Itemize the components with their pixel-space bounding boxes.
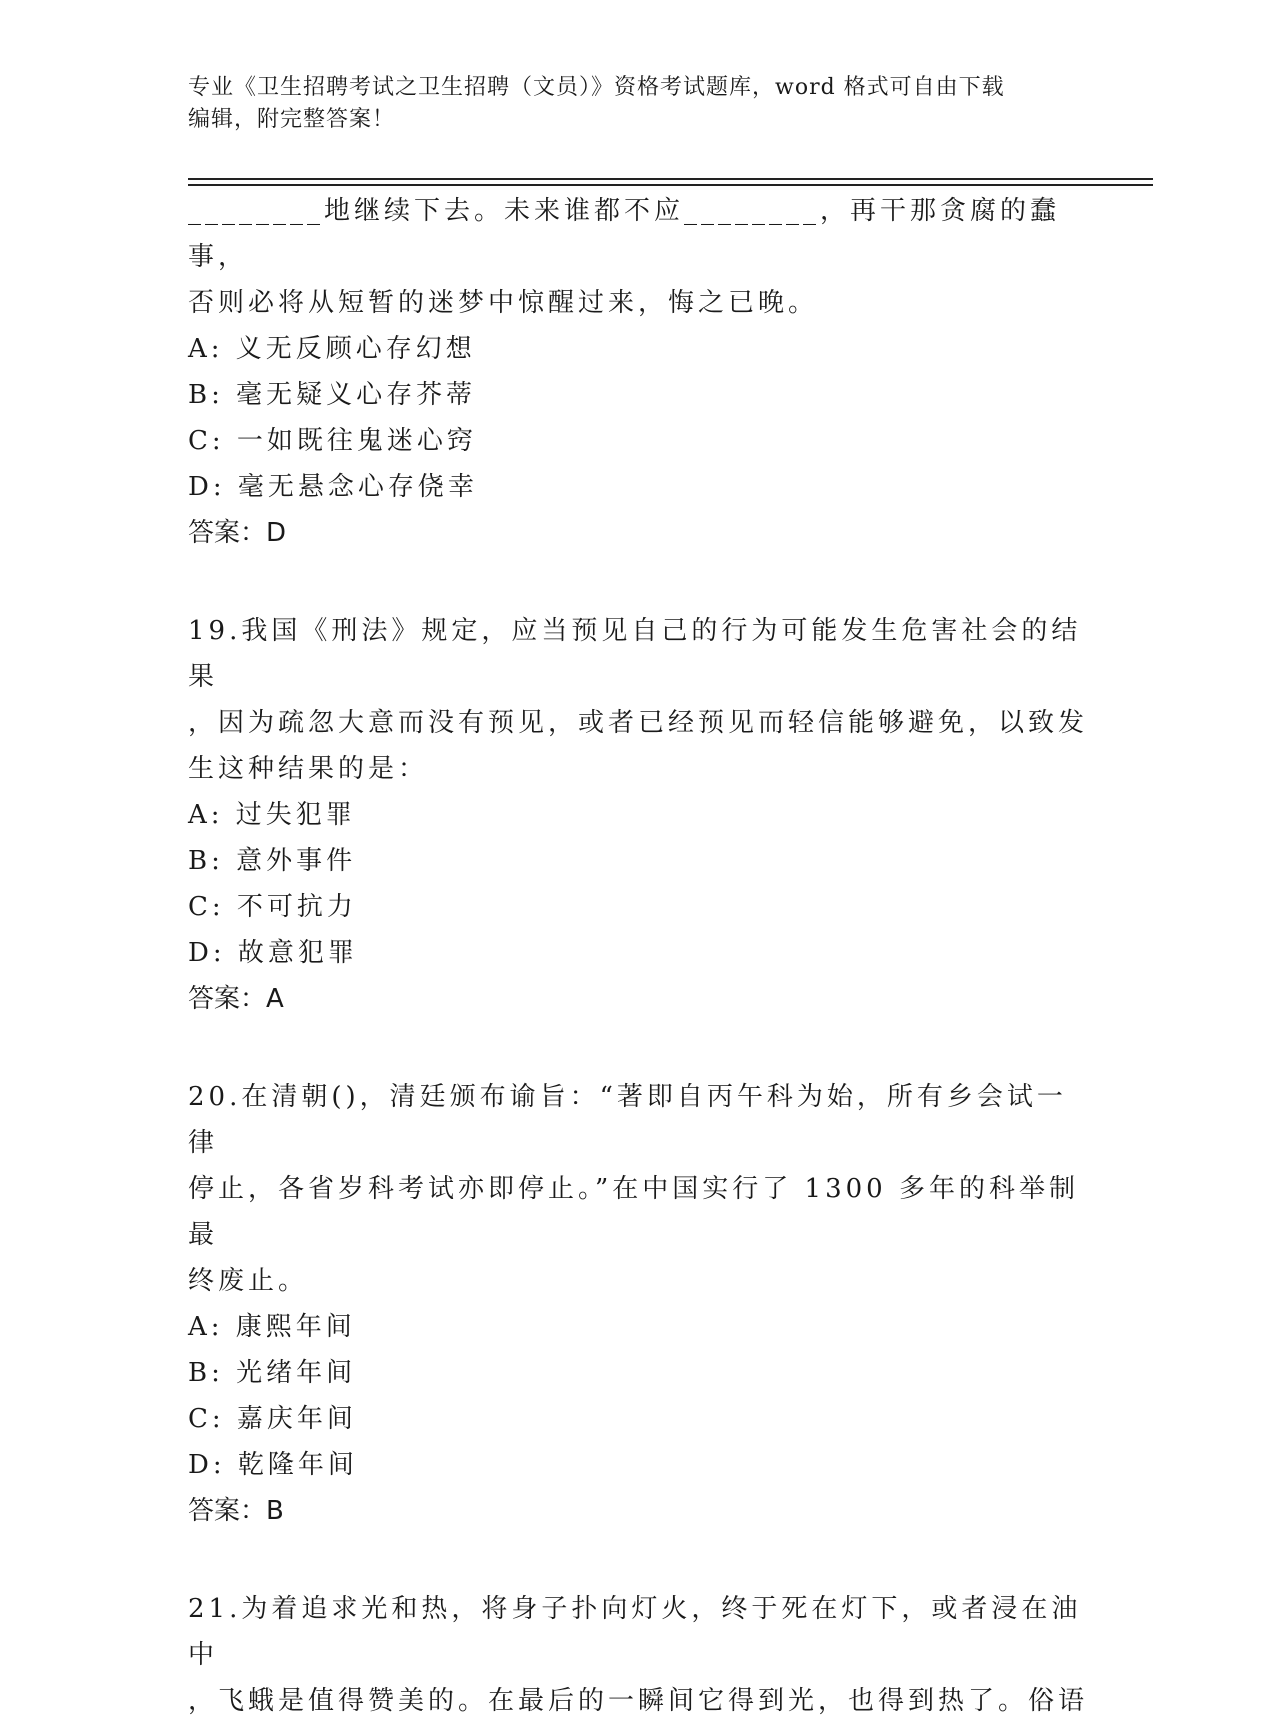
question-18 [188, 188, 1088, 556]
option-b: B: 意外事件 [188, 846, 357, 876]
question-20 [188, 1074, 1088, 1534]
option-b: B: 毫无疑义心存芥蒂 [188, 380, 477, 410]
option-d: D: 故意犯罪 [188, 938, 358, 968]
option-a: A: 义无反顾心存幻想 [188, 334, 476, 364]
header-line-2: 编辑，附完整答案！ [188, 107, 396, 132]
spacer [188, 1534, 1088, 1586]
option-b: B: 光绪年间 [188, 1358, 357, 1388]
question-stem-line: 20.在清朝()，清廷颁布谕旨：“著即自丙午科为始，所有乡会试一律 [188, 1082, 1067, 1158]
header-rule-bottom [188, 184, 1153, 186]
option-a: A: 康熙年间 [188, 1312, 356, 1342]
question-stem-line: 生这种结果的是： [188, 754, 429, 784]
question-stem-line: 停止，各省岁科考试亦即停止。”在中国实行了 1300 多年的科举制最 [188, 1174, 1079, 1250]
question-stem-line: 否则必将从短暂的迷梦中惊醒过来，悔之已晚。 [188, 288, 819, 318]
question-stem-line: 19.我国《刑法》规定，应当预见自己的行为可能发生危害社会的结果 [188, 616, 1082, 692]
question-stem-line: ，因为疏忽大意而没有预见，或者已经预见而轻信能够避免，以致发 [188, 708, 1089, 738]
option-c: C: 嘉庆年间 [188, 1404, 357, 1434]
question-stem-line: 21.为着追求光和热，将身子扑向灯火，终于死在灯下，或者浸在油中 [188, 1594, 1082, 1670]
question-21 [188, 1586, 1088, 1724]
option-c: C: 一如既往鬼迷心窍 [188, 426, 477, 456]
header-line-1: 专业《卫生招聘考试之卫生招聘（文员）》资格考试题库，word 格式可自由下载 [188, 75, 1005, 100]
spacer [188, 556, 1088, 608]
question-stem-line: ，飞蛾是值得赞美的。在最后的一瞬间它得到光，也得到热了。俗语 [188, 1686, 1089, 1716]
document-body [188, 188, 1088, 1724]
option-a: A: 过失犯罪 [188, 800, 356, 830]
answer-line: 答案：A [188, 984, 284, 1014]
question-stem-line: ________地继续下去。未来谁都不应________，再干那贪腐的蠢事， [188, 196, 1061, 272]
answer-line: 答案：B [188, 1496, 284, 1526]
answer-line: 答案：D [188, 518, 287, 548]
document-header [188, 72, 1068, 136]
option-d: D: 乾隆年间 [188, 1450, 358, 1480]
header-rule-top [188, 178, 1153, 180]
spacer [188, 1022, 1088, 1074]
question-stem-line: 终废止。 [188, 1266, 309, 1296]
question-19 [188, 608, 1088, 1022]
option-c: C: 不可抗力 [188, 892, 357, 922]
option-d: D: 毫无悬念心存侥幸 [188, 472, 478, 502]
